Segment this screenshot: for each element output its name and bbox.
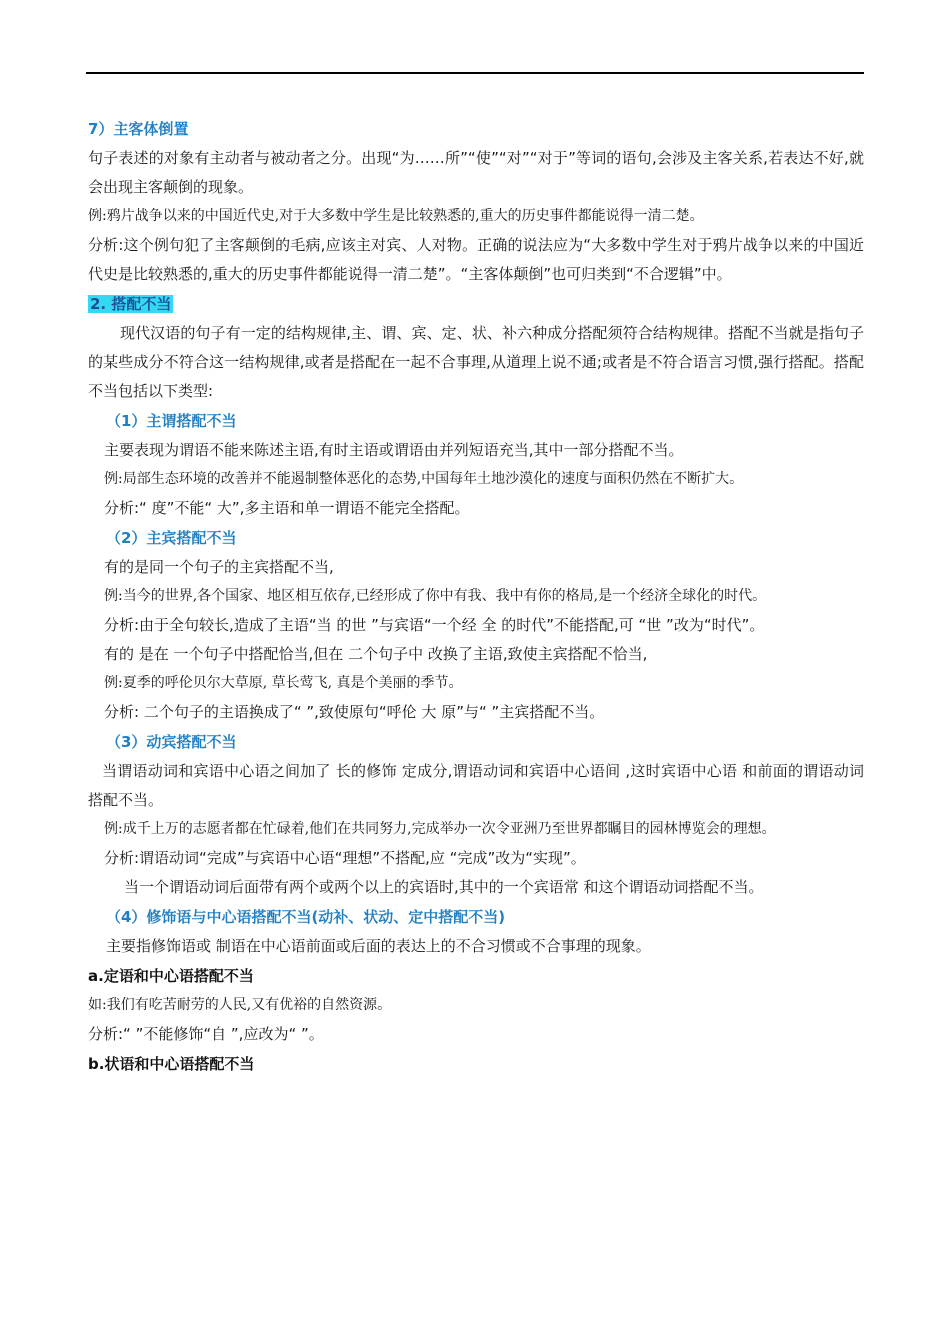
example-paragraph: 例:夏季的呼伦贝尔大草原, 草长莺飞, 真是个美丽的季节。 <box>104 675 463 691</box>
example-paragraph: 例:当今的世界,各个国家、地区相互依存,已经形成了你中有我、我中有你的格局,是一个经济全球化的时代。 <box>104 588 767 604</box>
section-heading: （1）主谓搭配不当 <box>106 412 237 430</box>
body-paragraph: 主要指修饰语或 制语在中心语前面或后面的表达上的不合习惯或不合事理的现象。 <box>106 937 651 955</box>
body-paragraph: 当一个谓语动词后面带有两个或两个以上的宾语时,其中的一个宾语常 和这个谓语动词搭配不当。 <box>124 878 764 896</box>
example-paragraph: 如:我们有吃苦耐劳的人民,又有优裕的自然资源。 <box>88 997 392 1013</box>
body-paragraph: 分析: 二个句子的主语换成了“ ”,致使原句“呼伦 大 原”与“ ”主宾搭配不当。 <box>104 703 605 721</box>
body-paragraph: 分析:“ 度”不能“ 大”,多主语和单一谓语不能完全搭配。 <box>104 499 470 517</box>
body-paragraph: 分析:这个例句犯了主客颠倒的毛病,应该主对宾、人对物。正确的说法应为“大多数中学生对于鸦片战争以来的中国近代史是比较熟悉的,重大的历史事件都能说得一清二楚”。“主客体颠倒”也可归类到“不合逻辑”中。 <box>88 236 864 283</box>
section-heading: a.定语和中心语搭配不当 <box>88 967 254 985</box>
section-heading <box>88 291 864 317</box>
document-body <box>88 114 864 1079</box>
section-heading: （3）动宾搭配不当 <box>106 733 237 751</box>
body-paragraph: 分析:由于全句较长,造成了主语“当 的世 ”与宾语“一个经 全 的时代”不能搭配,可 “世 ”改为“时代”。 <box>104 616 765 634</box>
body-paragraph: 分析:“ ”不能修饰“自 ”,应改为“ ”。 <box>88 1025 324 1043</box>
section-heading: b.状语和中心语搭配不当 <box>88 1055 255 1073</box>
body-paragraph: 有的是同一个句子的主宾搭配不当, <box>104 558 334 576</box>
header-rule <box>86 72 864 74</box>
section-heading: （2）主宾搭配不当 <box>106 529 237 547</box>
example-paragraph: 例:成千上万的志愿者都在忙碌着,他们在共同努力,完成举办一次令亚洲乃至世界都瞩目的园林博览会的理想。 <box>104 821 776 837</box>
body-paragraph: 分析:谓语动词“完成”与宾语中心语“理想”不搭配,应 “完成”改为“实现”。 <box>104 849 586 867</box>
section-heading: 7）主客体倒置 <box>88 120 189 138</box>
section-heading: （4）修饰语与中心语搭配不当(动补、状动、定中搭配不当) <box>106 908 506 926</box>
body-paragraph: 有的 是在 一个句子中搭配恰当,但在 二个句子中 改换了主语,致使主宾搭配不恰当, <box>104 645 648 663</box>
example-paragraph: 例:局部生态环境的改善并不能遏制整体恶化的态势,中国每年土地沙漠化的速度与面积仍然在不断扩大。 <box>104 471 744 487</box>
body-paragraph: 句子表述的对象有主动者与被动者之分。出现“为……所”“使”“对”“对于”等词的语句,会涉及主客关系,若表达不好,就会出现主客颠倒的现象。 <box>88 149 864 196</box>
body-paragraph: 现代汉语的句子有一定的结构规律,主、谓、宾、定、状、补六种成分搭配须符合结构规律。搭配不当就是指句子的某些成分不符合这一结构规律,或者是搭配在一起不合事理,从道理上说不通;或者是不符合语言习惯,强行搭配。搭配不当包括以下类型: <box>88 324 864 400</box>
body-paragraph: 主要表现为谓语不能来陈述主语,有时主语或谓语由并列短语充当,其中一部分搭配不当。 <box>104 441 684 459</box>
body-paragraph: 当谓语动词和宾语中心语之间加了 长的修饰 定成分,谓语动词和宾语中心语间 ,这时宾语中心语 和前面的谓语动词搭配不当。 <box>88 762 864 809</box>
highlighted-heading-text: 2. 搭配不当 <box>90 295 172 313</box>
example-paragraph: 例:鸦片战争以来的中国近代史,对于大多数中学生是比较熟悉的,重大的历史事件都能说得一清二楚。 <box>88 208 704 224</box>
